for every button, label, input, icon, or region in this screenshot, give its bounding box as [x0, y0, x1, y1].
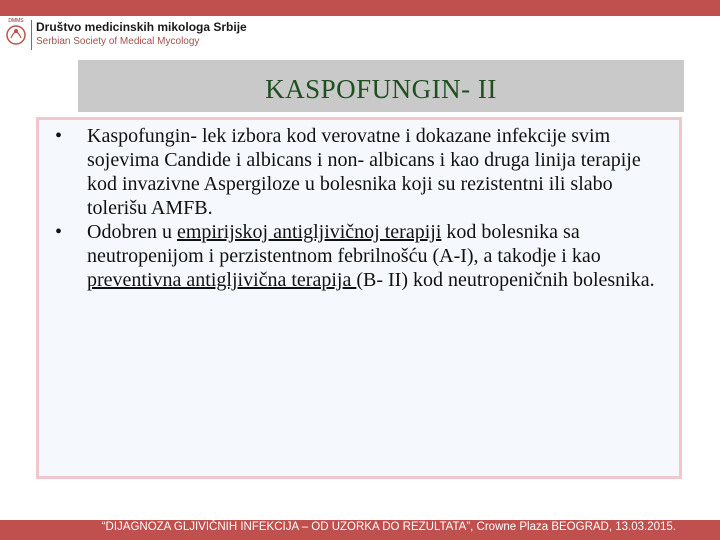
- underlined-term: preventivna antigljivična terapija: [87, 269, 357, 291]
- bullet-text-part: Odobren u: [87, 221, 177, 243]
- bullet-item: [55, 220, 675, 292]
- org-name-english: Serbian Society of Medical Mycology: [36, 36, 200, 47]
- org-name: Društvo medicinskih mikologa Srbije: [36, 20, 247, 34]
- bullet-icon: •: [55, 125, 63, 147]
- underlined-term: empirijskoj antigljivičnoj terapiji: [176, 221, 442, 243]
- slide-title: KASPOFUNGIN- II: [265, 73, 497, 104]
- bullet-text-part: (B- II) kod neutropeničnih bolesnika.: [356, 269, 655, 291]
- title-band: [78, 60, 684, 112]
- footer-text: “DIJAGNOZA GLJIVIČNIH INFEKCIJA – OD UZORKA DO REZULTATA”, Crowne Plaza BEOGRAD, 13.03.2015.: [101, 521, 676, 533]
- bullet-text-part: kod bolesnika sa neutropenijom i perzistentnom febrilnošću (A-I), a takodje i kao: [87, 221, 601, 267]
- top-accent-bar: [0, 0, 720, 16]
- bullet-list: [55, 124, 675, 292]
- bullet-text: Kaspofungin- lek izbora kod verovatne i dokazane infekcije svim sojevima Candide i albicans i non- albicans i kao druga linija terapije kod invazivne Aspergiloze u bolesnika koji su rezistentni ili slabo tolerišu AMFB.: [87, 125, 641, 219]
- bullet-icon: •: [55, 221, 63, 243]
- bullet-item: [55, 124, 675, 220]
- logo-text: DMMS: [8, 18, 24, 24]
- content-box: [36, 117, 682, 479]
- header-divider: [31, 20, 32, 50]
